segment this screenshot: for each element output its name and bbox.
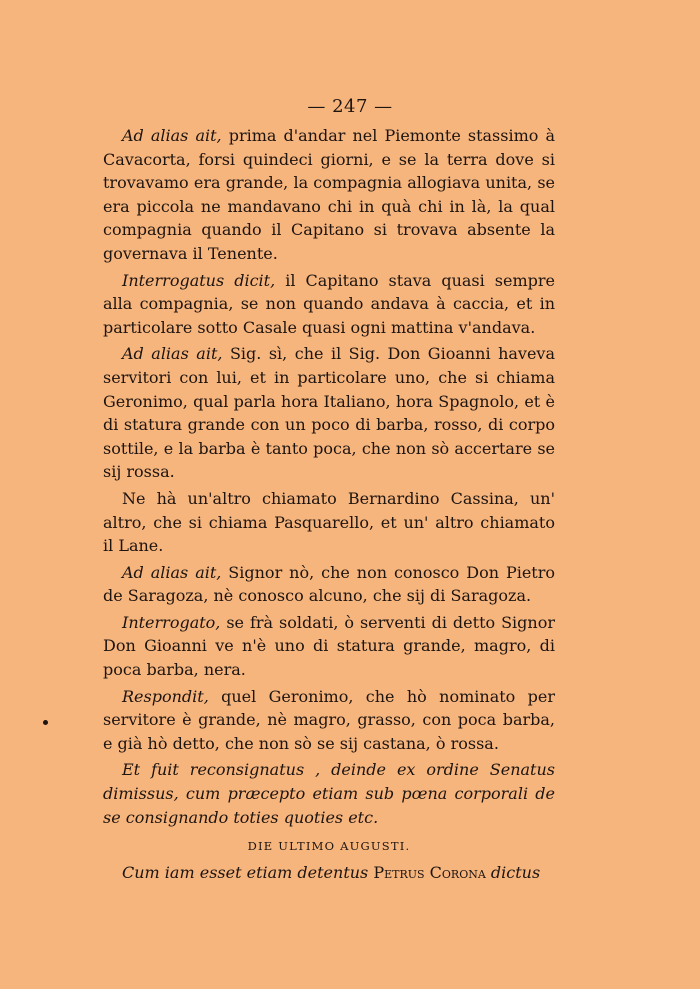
final-line-after: dictus (485, 862, 541, 882)
final-line (103, 861, 555, 885)
paragraph-lead: Respondit, (122, 686, 209, 706)
final-line-before: Cum iam esset etiam detentus (122, 862, 374, 882)
paragraph-text: il Capitano stava quasi sempre alla compagnia, se non quando andava à caccia, et in particolare sotto Casale quasi ogni mattina v'andava. (103, 270, 556, 337)
paragraph-lead: Ad alias ait, (122, 562, 222, 582)
paragraph-7 (103, 685, 555, 756)
paragraph-text: se frà soldati, ò serventi di detto Signor Don Gioanni ve n'è uno di statura grande, magro, di poca barba, nera. (103, 612, 555, 680)
body-text (103, 124, 555, 887)
paragraph-5 (103, 561, 555, 608)
paragraph-lead: Interrogato, (122, 612, 221, 632)
date-heading: DIE ULTIMO AUGUSTI. (247, 839, 411, 854)
paragraph-4 (103, 487, 555, 558)
paragraph-2 (103, 269, 555, 340)
paragraph-text: prima d'andar nel Piemonte stassimo à Cavacorta, forsi quindeci giorni, e se la terra dove si trovavamo era grande, la compagnia allogiava unita, se era piccola ne mandavano chi in quà chi in là, la qual compagnia quando il Capitano si trovava absente la governava il Tenente. (103, 126, 555, 263)
paragraph-text: Signor nò, che non conosco Don Pietro de Saragoza, nè conosco alcuno, che sij di Saragoza. (103, 562, 556, 606)
paragraph-lead: Ad alias ait, (122, 344, 223, 364)
paragraph-lead: Interrogatus dicit, (122, 270, 276, 290)
paragraph-lead: Et fuit reconsignatus , deinde ex ordine Senatus dimissus, cum præcepto etiam sub pœna corporali de se consignando toties quoties etc. (103, 760, 555, 827)
paragraph-text: Sig. sì, che il Sig. Don Gioanni haveva servitori con lui, et in particolare uno, che si chiama Geronimo, qual parla hora Italiano, hora Spagnolo, et è di statura grande con un poco di barba, rosso, di corpo sottile, e la barba è tanto poca, che non sò accertare se sij rossa. (103, 344, 556, 482)
paragraph-8 (103, 758, 555, 829)
paragraph-3 (103, 342, 555, 484)
paragraph-1 (103, 124, 555, 266)
paragraph-6 (103, 611, 555, 682)
margin-dot (43, 720, 48, 725)
person-name: Petrus Corona (373, 862, 486, 882)
page-number: — 247 — (307, 96, 393, 117)
paragraph-lead: Ad alias ait, (122, 126, 222, 145)
paragraph-text: quel Geronimo, che hò nominato per servitore è grande, nè magro, grasso, con poca barba, e già hò detto, che non sò se sij castana, ò rossa. (103, 686, 555, 753)
paragraph-text: Ne hà un'altro chiamato Bernardino Cassina, un' altro, che si chiama Pasquarello, et un' altro chiamato il Lane. (103, 488, 555, 556)
